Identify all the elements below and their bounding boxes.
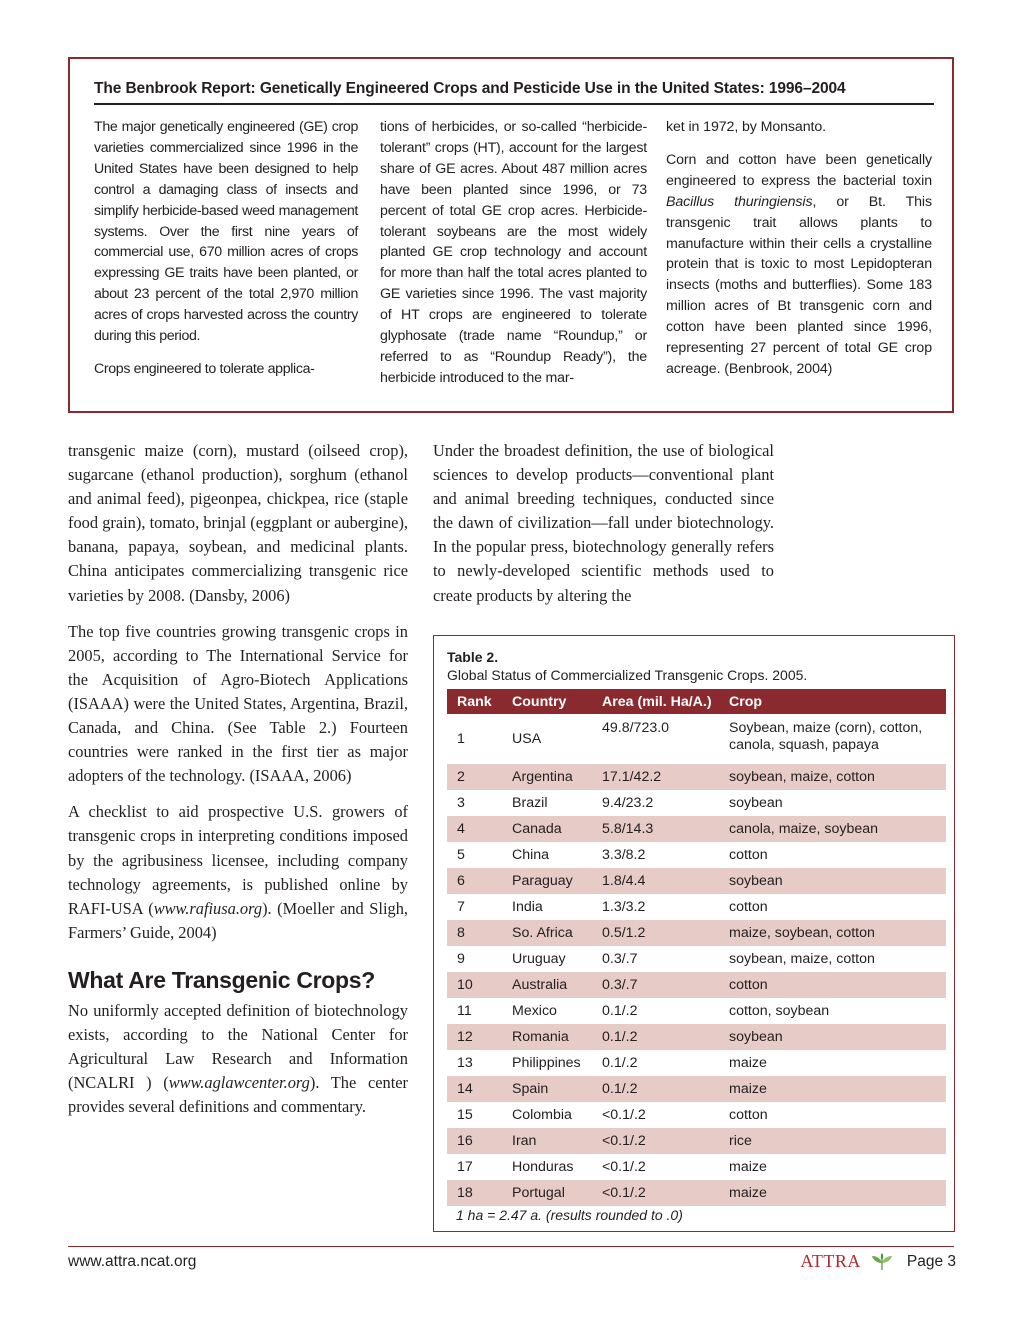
body-paragraph: transgenic maize (corn), mustard (oilseed crop), sugarcane (ethanol production), sorghum (ethanol and animal feed), pigeonpea, chickpea, rice (staple food grain), tomato, brinjal (eggplant or aubergine), banana, papaya, soybean, and medicinal plants. China anticipates commercializing transgenic rice varieties by 2008. (Dansby, 2006) [68,441,408,605]
table-row [447,1180,946,1206]
cell-rank: 3 [457,794,465,811]
cell-crop: cotton [729,1106,768,1123]
table-title: Global Status of Commercialized Transgenic Crops. 2005. [447,667,808,683]
cell-area: 9.4/23.2 [602,794,654,811]
col-header-rank: Rank [447,689,504,714]
col-header-country: Country [504,689,594,714]
cell-area: 3.3/8.2 [602,846,646,863]
cell-rank: 1 [457,730,465,747]
cell-area: 0.3/.7 [594,972,721,998]
cell-rank: 17 [457,1158,473,1175]
table-label: Table 2. [447,649,499,665]
cell-country: Mexico [512,1002,557,1019]
cell-area: 0.5/1.2 [594,920,721,946]
cell-rank: 15 [457,1106,473,1123]
cell-crop: rice [721,1128,946,1154]
cell-area: 0.1/.2 [602,1002,638,1019]
cell-crop: maize, soybean, cotton [721,920,946,946]
cell-crop: cotton [729,898,768,915]
cell-crop: soybean, maize, cotton [729,950,875,967]
cell-crop: maize [721,1180,946,1206]
cell-country: China [512,846,550,863]
table-row [447,764,946,790]
table-row [447,972,946,998]
sidebar-paragraph: tions of herbicides, or so-called “herbicide-tolerant” crops (HT), account for the largest share of GE acres. About 487 million acres have been planted since 1996, or 73 percent of total GE crop acres. Herbicide-tolerant soybeans are the most widely planted GE crop technology and account for more than half the total acres planted to GE varieties since 1996. The vast majority of HT crops are engineered to tolerate glyphosate (trade name “Roundup,” or referred to as “Roundup Ready”), the herbicide introduced to the mar- [380,119,647,386]
cell-crop: maize [729,1158,767,1175]
species-name: Bacillus thuringiensis [666,193,813,210]
body-paragraph: Under the broadest definition, the use of biological sciences to develop products—conventional plant and animal breeding techniques, conducted since the dawn of civilization—fall under biotechnology. In the popular press, biotechnology generally refers to newly-developed scientific methods used to create products by altering the [433,441,774,605]
crops-table [447,689,946,1206]
table-body [447,714,946,1206]
rafi-link[interactable]: www.rafiusa.org [153,898,263,918]
text-run: No uniformly accepted definition of biotechnology exists, according to the National Center for Agricultural Law Research and Information (NCALRI ) ( [68,1000,408,1093]
cell-country: India [512,898,543,915]
cell-crop: cotton [721,972,946,998]
body-paragraph: The top five countries growing transgenic crops in 2005, according to The International Service for the Acquisition of Agro-Biotech Applications (ISAAA) were the United States, Argentina, Brazil, Canada, and China. (See Table 2.) Fourteen countries were ranked in the first tier as major adopters of the technology. (ISAAA, 2006) [68,621,408,786]
cell-rank: 7 [457,898,465,915]
cell-rank: 11 [457,1002,472,1019]
sidebar-column-1 [94,117,358,392]
table-row [447,946,946,972]
cell-area: <0.1/.2 [594,1128,721,1154]
main-column-left [68,439,408,1131]
cell-rank: 10 [447,972,504,998]
cell-country: Spain [504,1076,594,1102]
cell-crop: soybean [729,794,783,811]
cell-country: Canada [504,816,594,842]
cell-crop: maize [729,1054,767,1071]
sidebar-paragraph: ket in 1972, by Monsanto. [666,119,826,135]
table-row [447,1154,946,1180]
cell-country: Colombia [512,1106,572,1123]
cell-area: 0.3/.7 [602,950,638,967]
table-row [447,920,946,946]
footer-divider [68,1246,954,1247]
page-number: Page 3 [906,1252,956,1270]
cell-crop: canola, maize, soybean [721,816,946,842]
table-note: 1 ha = 2.47 a. (results rounded to .0) [456,1207,683,1223]
table-row [447,998,946,1024]
cell-crop: soybean, maize, cotton [721,764,946,790]
table-2-box [433,635,955,1232]
cell-crop: soybean [721,1024,946,1050]
cell-area: 1.8/4.4 [594,868,721,894]
section-heading: What Are Transgenic Crops? [68,966,376,993]
cell-area: 0.1/.2 [594,1024,721,1050]
cell-country: Paraguay [504,868,594,894]
cell-area: 1.3/3.2 [602,898,646,915]
cell-rank: 13 [457,1054,473,1071]
body-paragraph [68,999,408,1119]
main-column-right [433,439,774,620]
text-run: ). The center provides several definitions and commentary. [68,1073,408,1117]
cell-area: <0.1/.2 [602,1106,646,1123]
cell-country: USA [512,730,542,747]
leaf-logo-icon [871,1253,893,1271]
table-row [447,790,946,816]
cell-country: Portugal [504,1180,594,1206]
table-header-row [447,689,946,714]
sidebar-box [68,57,954,413]
cell-country: So. Africa [504,920,594,946]
cell-area: 5.8/14.3 [594,816,721,842]
col-header-crop: Crop [721,689,946,714]
cell-country: Romania [504,1024,594,1050]
sidebar-paragraph [666,150,932,380]
cell-rank: 9 [457,950,465,967]
cell-crop: Soybean, maize (corn), cotton, canola, squash, papaya [729,720,923,753]
table-row [447,894,946,920]
cell-area: <0.1/.2 [602,1158,646,1175]
cell-rank: 5 [457,846,465,863]
text-run: ). (Moeller and Sligh, Farmers’ Guide, 2004) [68,898,408,942]
text-run: , or Bt. This transgenic trait allows plants to manufacture within their cells a crystalline protein that is toxic to most Lepidopteran insects (moths and butterflies). Some 183 million acres of Bt transgenic corn and cotton have been planted since 1996, representing 27 percent of total GE crop acreage. (Benbrook, 2004) [666,193,932,377]
text-run: Corn and cotton have been genetically engineered to express the bacterial toxin [666,151,932,189]
table-row [447,868,946,894]
sidebar-paragraph: Crops engineered to tolerate applica- [94,360,315,377]
col-header-area: Area (mil. Ha/A.) [594,689,721,714]
sidebar-title: The Benbrook Report: Genetically Engineered Crops and Pesticide Use in the United States: 1996–2004 [94,80,934,105]
table-row [447,842,946,868]
cell-country: Argentina [504,764,594,790]
cell-rank: 2 [447,764,504,790]
table-caption [447,648,807,684]
cell-country: Brazil [512,794,548,811]
cell-country: Uruguay [512,950,566,967]
cell-crop: cotton, soybean [729,1002,830,1019]
cell-area: 49.8/723.0 [602,720,670,736]
table-row [447,1128,946,1154]
cell-country: Honduras [512,1158,574,1175]
sidebar-paragraph: The major genetically engineered (GE) crop varieties commercialized since 1996 in the United States have been designed to help control a damaging class of insects and simplify herbicide-based weed management systems. Over the first nine years of commercial use, 670 million acres of crops expressing GE traits have been planted, or about 23 percent of the total 2,970 million acres of crops harvested across the country during this period. [94,119,358,345]
attra-brand: ATTRA [800,1251,861,1271]
table-row [447,1024,946,1050]
cell-area: 17.1/42.2 [594,764,721,790]
footer-right [800,1251,956,1272]
table-row [447,1102,946,1128]
cell-rank: 8 [447,920,504,946]
cell-rank: 6 [447,868,504,894]
cell-country: Philippines [512,1054,581,1071]
cell-area: 0.1/.2 [594,1076,721,1102]
table-row [447,1076,946,1102]
table-row [447,816,946,842]
cell-rank: 18 [447,1180,504,1206]
cell-crop: maize [721,1076,946,1102]
cell-area: 0.1/.2 [602,1054,638,1071]
cell-crop: cotton [729,846,768,863]
cell-crop: soybean [721,868,946,894]
cell-rank: 4 [447,816,504,842]
sidebar-column-2 [380,117,647,401]
cell-country: Australia [504,972,594,998]
table-row [447,714,946,764]
table-row [447,1050,946,1076]
cell-country: Iran [504,1128,594,1154]
cell-rank: 12 [447,1024,504,1050]
text-run: A checklist to aid prospective U.S. growers of transgenic crops in interpreting conditions imposed by the agribusiness licensee, including company technology agreements, is published online by RAFI-USA ( [68,802,408,918]
sidebar-column-3 [666,117,932,392]
cell-rank: 14 [447,1076,504,1102]
aglawcenter-link[interactable]: www.aglawcenter.org [168,1073,310,1093]
footer-url[interactable]: www.attra.ncat.org [68,1253,197,1270]
cell-rank: 16 [447,1128,504,1154]
body-paragraph [68,800,408,945]
cell-area: <0.1/.2 [594,1180,721,1206]
